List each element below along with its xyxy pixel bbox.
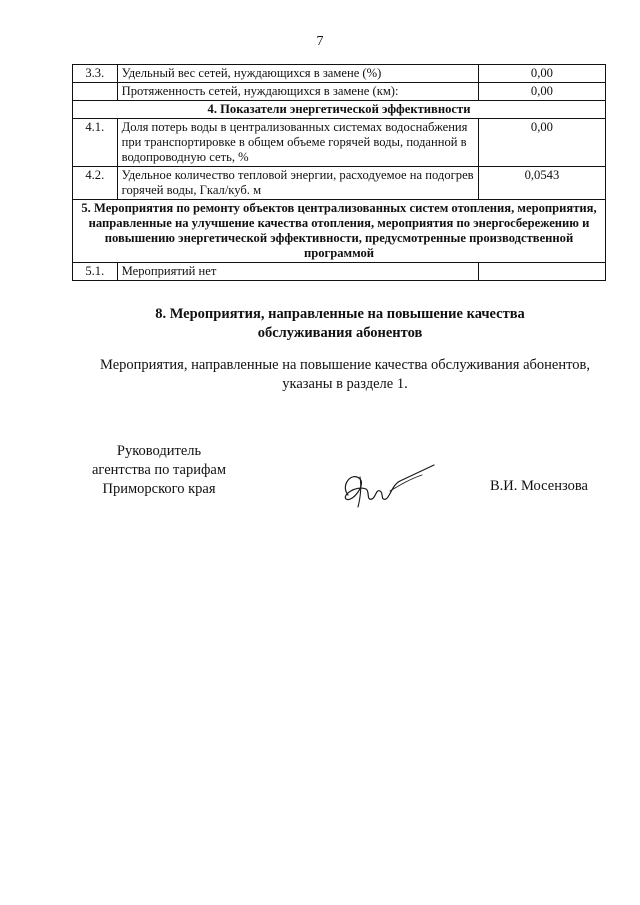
table-row [73,263,606,281]
page-number: 7 [316,34,324,49]
section-8-heading-line1: 8. Мероприятия, направленные на повышение качества [155,306,525,322]
signer-title [84,442,234,499]
row-number: 4.1. [73,119,118,167]
table-row [73,65,606,83]
section-title: 5. Мероприятия по ремонту объектов централизованных систем отопления, мероприятия, направленные на улучшение качества отопления, мероприятия по энергосбережению и повышению энергетической эффективности, предусмотренные производственной программой [73,200,606,263]
table-row [73,167,606,200]
table-row [73,83,606,101]
section-8-body [70,356,620,394]
row-value: 0,0543 [478,167,605,200]
table-row [73,119,606,167]
row-value: 0,00 [478,119,605,167]
signer-name: В.И. Мосензова [490,478,588,494]
section-8-body-line1: Мероприятия, направленные на повышение качества обслуживания абонентов, [100,357,590,373]
row-description: Доля потерь воды в централизованных системах водоснабжения при транспортировке в общем объеме горячей воды, поданной в водопроводную сеть, % [117,119,478,167]
row-number [73,83,118,101]
row-description: Удельный вес сетей, нуждающихся в замене (%) [117,65,478,83]
row-value [478,263,605,281]
row-value: 0,00 [478,83,605,101]
signer-title-line1: Руководитель [116,443,202,459]
handwritten-signature-icon [330,455,440,515]
row-number: 5.1. [73,263,118,281]
section-8-body-line2: указаны в разделе 1. [282,376,408,392]
row-description: Мероприятий нет [117,263,478,281]
table-section-row [73,101,606,119]
row-number: 4.2. [73,167,118,200]
section-title: 4. Показатели энергетической эффективности [73,101,606,119]
row-number: 3.3. [73,65,118,83]
table-section-row [73,200,606,263]
signer-title-line3: Приморского края [102,481,216,497]
row-description: Удельное количество тепловой энергии, расходуемое на подогрев горячей воды, Гкал/куб. м [117,167,478,200]
row-value: 0,00 [478,65,605,83]
indicators-table [72,64,606,281]
signer-title-line2: агентства по тарифам [92,462,226,478]
section-8-heading [0,305,640,343]
section-8-heading-line2: обслуживания абонентов [257,325,423,341]
row-description: Протяженность сетей, нуждающихся в замене (км): [117,83,478,101]
